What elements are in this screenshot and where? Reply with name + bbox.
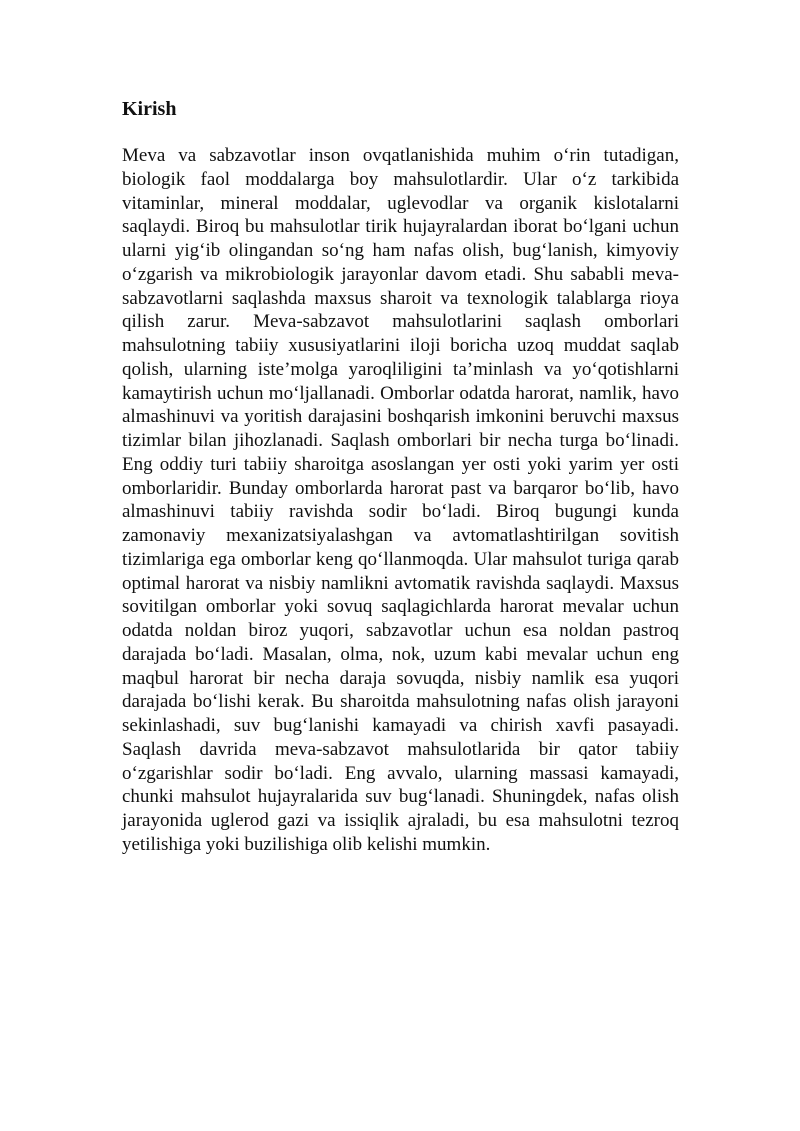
document-content <box>122 94 679 857</box>
section-heading: Kirish <box>122 98 177 120</box>
body-paragraph: Meva va sabzavotlar inson ovqatlanishida muhim o‘rin tutadigan, biologik faol moddalarga boy mahsulotlardir. Ular o‘z tarkibida vitaminlar, mineral moddalar, uglevodlar va organik kislotalarni saqlaydi. Biroq bu mahsulotlar tirik hujayralardan iborat bo‘lgani uchun ularni yig‘ib olingandan so‘ng ham nafas olish, bug‘lanish, kimyoviy o‘zgarish va mikrobiologik jarayonlar davom etadi. Shu sababli meva-sabzavotlarni saqlashda maxsus sharoit va texnologik talablarga rioya qilish zarur. Meva-sabzavot mahsulotlarini saqlash omborlari mahsulotning tabiiy xususiyatlarini iloji boricha uzoq muddat saqlab qolish, ularning iste’molga yaroqliligini ta’minlash va yo‘qotishlarni kamaytirish uchun mo‘ljallanadi. Omborlar odatda harorat, namlik, havo almashinuvi va yoritish darajasini boshqarish imkonini beruvchi maxsus tizimlar bilan jihozlanadi. Saqlash omborlari bir necha turga bo‘linadi. Eng oddiy turi tabiiy sharoitga asoslangan yer osti yoki yarim yer osti omborlaridir. Bunday omborlarda harorat past va barqaror bo‘lib, havo almashinuvi tabiiy ravishda sodir bo‘ladi. Biroq bugungi kunda zamonaviy mexanizatsiyalashgan va avtomatlashtirilgan sovitish tizimlariga ega omborlar keng qo‘llanmoqda. Ular mahsulot turiga qarab optimal harorat va nisbiy namlikni avtomatik ravishda saqlaydi. Maxsus sovitilgan omborlar yoki sovuq saqlagichlarda harorat mevalar uchun odatda noldan biroz yuqori, sabzavotlar uchun esa noldan pastroq darajada bo‘ladi. Masalan, olma, nok, uzum kabi mevalar uchun eng maqbul harorat bir necha daraja sovuqda, nisbiy namlik esa yuqori darajada bo‘lishi kerak. Bu sharoitda mahsulotning nafas olish jarayoni sekinlashadi, suv bug‘lanishi kamayadi va chirish xavfi pasayadi. Saqlash davrida meva-sabzavot mahsulotlarida bir qator tabiiy o‘zgarishlar sodir bo‘ladi. Eng avvalo, ularning massasi kamayadi, chunki mahsulot hujayralarida suv bug‘lanadi. Shuningdek, nafas olish jarayonida uglerod gazi va issiqlik ajraladi, bu esa mahsulotni tezroq yetilishiga yoki buzilishiga olib kelishi mumkin. <box>122 145 679 855</box>
